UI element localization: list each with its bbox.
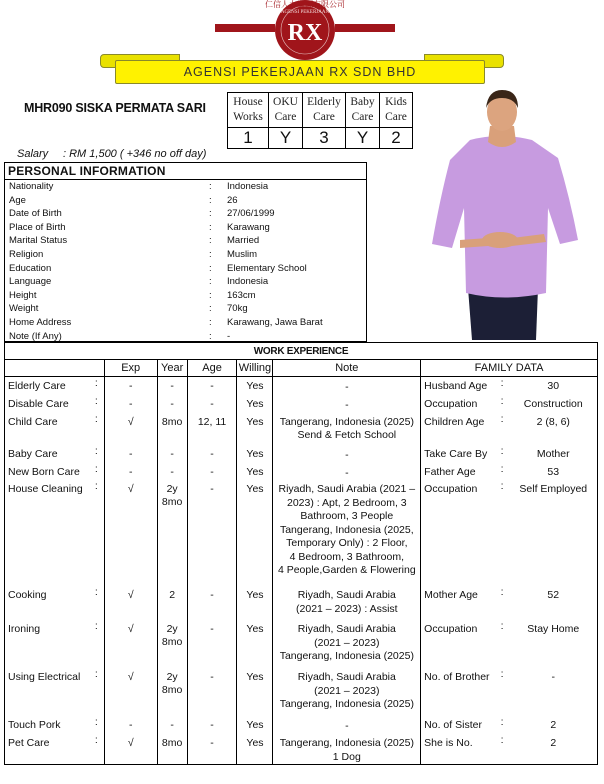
- work-experience-row: [5, 620, 598, 668]
- skills-summary-table: [227, 92, 413, 149]
- work-experience-row: [5, 377, 598, 395]
- personal-info-row: [5, 289, 366, 303]
- work-experience-row: [5, 445, 598, 463]
- personal-info-row: [5, 302, 366, 316]
- personal-info-label: Date of Birth: [9, 208, 62, 220]
- skill-year: -: [157, 395, 187, 413]
- personal-info-colon: :: [209, 235, 212, 247]
- skill-note: [273, 445, 421, 463]
- personal-info-row: [5, 262, 366, 276]
- logo-bar-right: [335, 24, 395, 32]
- note-line: (2021 – 2023): [314, 636, 380, 649]
- personal-info-value: Married: [227, 235, 260, 247]
- note-line: (2021 – 2023) : Assist: [296, 602, 398, 615]
- note-line: 4 People,Garden & Flowering: [277, 564, 416, 576]
- skill-age: -: [187, 395, 237, 413]
- personal-info-row: [5, 207, 366, 221]
- skill-note: [273, 668, 421, 716]
- skill-label: Elderly Care :: [5, 377, 105, 395]
- col-header-age: Age: [187, 360, 237, 377]
- family-label: Occupation :: [421, 395, 510, 413]
- work-experience-row: [5, 395, 598, 413]
- skill-note: [273, 716, 421, 734]
- personal-info-colon: :: [209, 208, 212, 220]
- work-experience-row: [5, 413, 598, 445]
- skill-note: [273, 463, 421, 481]
- skill-exp: √: [104, 413, 157, 445]
- skill-note: [273, 620, 421, 668]
- skill-label: Cooking :: [5, 586, 105, 620]
- personal-info-label: Marital Status: [9, 235, 68, 247]
- logo-ring-text: AGENSI PEKERJAAN: [280, 10, 330, 15]
- personal-info-colon: :: [209, 316, 212, 328]
- personal-info-value: 26: [227, 194, 238, 206]
- skill-note: [273, 586, 421, 620]
- skill-exp: √: [104, 620, 157, 668]
- personal-information-panel: [4, 162, 367, 342]
- skill-year: -: [157, 377, 187, 395]
- skill-label: Disable Care :: [5, 395, 105, 413]
- skill-label: Pet Care :: [5, 734, 105, 765]
- skill-willing: Yes: [237, 463, 273, 481]
- family-value: Construction: [510, 395, 598, 413]
- personal-info-label: Weight: [9, 303, 39, 315]
- personal-info-colon: :: [209, 221, 212, 233]
- work-experience-row: [5, 734, 598, 765]
- family-value: 52: [510, 586, 598, 620]
- salary-label: Salary: [17, 148, 49, 160]
- skill-age: -: [187, 377, 237, 395]
- year-part: 2y: [166, 483, 178, 495]
- work-experience-table: [4, 342, 598, 765]
- personal-info-colon: :: [209, 289, 212, 301]
- family-label: No. of Brother :: [421, 668, 510, 716]
- logo-emblem: [0, 0, 604, 60]
- personal-information-rows: [5, 180, 366, 343]
- skill-exp: √: [104, 734, 157, 765]
- work-experience-row: [5, 586, 598, 620]
- candidate-title: MHR090 SISKA PERMATA SARI: [24, 101, 206, 115]
- skill-value-house-works: 1: [228, 128, 269, 149]
- skill-note: [273, 480, 421, 586]
- note-line: Temporary Only) : 2 Floor,: [286, 537, 408, 549]
- personal-info-row: [5, 221, 366, 235]
- skill-value-elderly-care: 3: [303, 128, 346, 149]
- skill-willing: Yes: [237, 445, 273, 463]
- note-line: Tangerang, Indonesia (2025): [279, 698, 414, 710]
- family-value: 2: [510, 716, 598, 734]
- col-header-willing: Willing: [237, 360, 273, 377]
- note-line: Tangerang, Indonesia (2025,: [279, 523, 414, 536]
- skill-willing: Yes: [237, 620, 273, 668]
- skill-willing: Yes: [237, 716, 273, 734]
- work-experience-row: [5, 716, 598, 734]
- personal-info-row: [5, 180, 366, 194]
- family-value: Stay Home: [510, 620, 598, 668]
- skill-year: 8mo: [157, 734, 187, 765]
- logo-monogram: RX: [287, 20, 323, 46]
- personal-info-colon: :: [209, 194, 212, 206]
- family-value: 2: [510, 734, 598, 765]
- family-value: 2 (8, 6): [510, 413, 598, 445]
- note-line: Riyadh, Saudi Arabia: [297, 671, 396, 683]
- skill-willing: Yes: [237, 668, 273, 716]
- candidate-photo: [420, 88, 600, 340]
- family-label: Husband Age :: [421, 377, 510, 395]
- note-line: Riyadh, Saudi Arabia (2021 –: [278, 483, 416, 495]
- skill-age: -: [187, 734, 237, 765]
- skill-header-baby-care: Baby Care: [346, 93, 380, 128]
- note-line: 4 Bedroom, 3 Bathroom,: [289, 550, 405, 563]
- company-name-banner: [115, 60, 485, 84]
- skill-willing: Yes: [237, 413, 273, 445]
- skill-age: -: [187, 480, 237, 586]
- skill-label: Touch Pork :: [5, 716, 105, 734]
- skill-exp: -: [104, 463, 157, 481]
- salary-value: : RM 1,500 ( +346 no off day): [63, 148, 207, 160]
- skill-year: 2: [157, 586, 187, 620]
- skill-value-baby-care: Y: [346, 128, 380, 149]
- personal-info-value: Indonesia: [227, 276, 269, 288]
- skill-label: New Born Care :: [5, 463, 105, 481]
- skill-label: Using Electrical :: [5, 668, 105, 716]
- skill-willing: Yes: [237, 395, 273, 413]
- family-value: Mother: [510, 445, 598, 463]
- col-header-year: Year: [157, 360, 187, 377]
- personal-info-row: [5, 194, 366, 208]
- col-header-family-data: FAMILY DATA: [421, 360, 598, 377]
- skill-year: -: [157, 463, 187, 481]
- skills-value-row: [228, 128, 413, 149]
- agency-logo: [0, 0, 604, 90]
- family-label: Mother Age :: [421, 586, 510, 620]
- family-label: Take Care By :: [421, 445, 510, 463]
- family-label: Occupation :: [421, 620, 510, 668]
- skill-age: -: [187, 668, 237, 716]
- skill-willing: Yes: [237, 586, 273, 620]
- work-experience-body: [5, 377, 598, 765]
- skill-value-oku-care: Y: [269, 128, 303, 149]
- skill-note: [273, 377, 421, 395]
- skill-year: -: [157, 716, 187, 734]
- personal-info-value: 70kg: [227, 303, 248, 315]
- note-line: Riyadh, Saudi Arabia: [297, 589, 396, 601]
- personal-info-row: [5, 248, 366, 262]
- personal-info-colon: :: [209, 330, 212, 342]
- logo-chinese-text: 仁信人力資源有限公司: [265, 0, 345, 9]
- skill-willing: Yes: [237, 377, 273, 395]
- note-line: Tangerang, Indonesia (2025): [279, 737, 414, 749]
- note-line: Tangerang, Indonesia (2025): [279, 415, 414, 428]
- family-label: Children Age :: [421, 413, 510, 445]
- personal-info-value: Karawang, Jawa Barat: [227, 316, 323, 328]
- note-line: -: [345, 448, 349, 461]
- personal-info-label: Language: [9, 276, 52, 288]
- skills-header-row: [228, 93, 413, 128]
- company-name: AGENSI PEKERJAAN RX SDN BHD: [183, 65, 417, 79]
- skill-note: [273, 395, 421, 413]
- skill-label: Ironing :: [5, 620, 105, 668]
- personal-info-colon: :: [209, 262, 212, 274]
- personal-info-label: Note (If Any): [9, 330, 62, 342]
- skill-age: 12, 11: [187, 413, 237, 445]
- skill-age: -: [187, 620, 237, 668]
- personal-info-value: 27/06/1999: [227, 208, 275, 220]
- personal-info-label: Home Address: [9, 316, 72, 328]
- work-experience-title: WORK EXPERIENCE: [5, 343, 598, 360]
- skill-label: Child Care :: [5, 413, 105, 445]
- year-part: 8mo: [161, 496, 183, 508]
- skill-exp: √: [104, 586, 157, 620]
- skill-header-elderly-care: Elderly Care: [303, 93, 346, 128]
- skill-value-kids-care: 2: [380, 128, 413, 149]
- year-part: 8mo: [161, 684, 183, 696]
- work-experience-row: [5, 463, 598, 481]
- year-part: 2y: [166, 671, 178, 683]
- skill-year: [157, 668, 187, 716]
- skill-year: 8mo: [157, 413, 187, 445]
- work-experience-row: [5, 668, 598, 716]
- skill-exp: √: [104, 668, 157, 716]
- work-experience-header-row: [5, 360, 598, 377]
- skill-note: [273, 734, 421, 765]
- personal-info-colon: :: [209, 248, 212, 260]
- skill-age: -: [187, 445, 237, 463]
- skill-willing: Yes: [237, 734, 273, 765]
- personal-information-title: PERSONAL INFORMATION: [5, 163, 366, 180]
- personal-info-label: Age: [9, 194, 26, 206]
- personal-info-value: Karawang: [227, 221, 270, 233]
- note-line: 1 Dog: [332, 750, 361, 763]
- work-experience-row: [5, 480, 598, 586]
- personal-info-row: [5, 316, 366, 330]
- skill-exp: √: [104, 480, 157, 586]
- personal-info-value: Indonesia: [227, 181, 269, 192]
- personal-info-value: -: [227, 330, 231, 342]
- year-part: 8mo: [161, 636, 183, 648]
- note-line: -: [345, 720, 349, 732]
- skill-exp: -: [104, 445, 157, 463]
- col-header-note: Note: [273, 360, 421, 377]
- note-line: -: [345, 381, 349, 393]
- note-line: Riyadh, Saudi Arabia: [297, 623, 396, 635]
- skill-exp: -: [104, 395, 157, 413]
- note-line: Bathroom, 3 People: [300, 510, 394, 522]
- family-label: No. of Sister :: [421, 716, 510, 734]
- personal-info-colon: :: [209, 303, 212, 315]
- personal-info-value: 163cm: [227, 289, 256, 301]
- personal-info-value: Elementary School: [227, 262, 307, 274]
- skill-year: [157, 480, 187, 586]
- note-line: -: [345, 466, 349, 479]
- skill-age: -: [187, 463, 237, 481]
- personal-info-colon: :: [209, 181, 212, 192]
- note-line: Tangerang, Indonesia (2025): [279, 650, 414, 662]
- skill-note: [273, 413, 421, 445]
- personal-info-colon: :: [209, 276, 212, 288]
- col-header-blank: [5, 360, 105, 377]
- year-part: 2y: [166, 623, 178, 635]
- family-label: Occupation :: [421, 480, 510, 586]
- skill-header-kids-care: Kids Care: [380, 93, 413, 128]
- family-value: -: [510, 668, 598, 716]
- col-header-exp: Exp: [104, 360, 157, 377]
- personal-info-row: [5, 275, 366, 289]
- skill-header-house-works: House Works: [228, 93, 269, 128]
- note-line: -: [345, 398, 349, 411]
- salary-line: [17, 148, 206, 160]
- skill-exp: -: [104, 716, 157, 734]
- personal-info-label: Height: [9, 289, 37, 301]
- logo-bar-left: [215, 24, 275, 32]
- family-label: Father Age :: [421, 463, 510, 481]
- personal-info-row: [5, 234, 366, 248]
- family-value: 30: [510, 377, 598, 395]
- personal-info-label: Place of Birth: [9, 221, 66, 233]
- skill-header-oku-care: OKU Care: [269, 93, 303, 128]
- skill-label: Baby Care :: [5, 445, 105, 463]
- personal-info-label: Religion: [9, 248, 44, 260]
- skill-age: -: [187, 716, 237, 734]
- skill-age: -: [187, 586, 237, 620]
- skill-label: House Cleaning :: [5, 480, 105, 586]
- note-line: (2021 – 2023): [314, 684, 380, 697]
- family-value: 53: [510, 463, 598, 481]
- skill-year: [157, 620, 187, 668]
- family-label: She is No. :: [421, 734, 510, 765]
- work-experience-title-row: [5, 343, 598, 360]
- personal-info-label: Education: [9, 262, 52, 274]
- personal-info-value: Muslim: [227, 248, 258, 260]
- personal-info-label: Nationality: [9, 181, 54, 192]
- note-line: Send & Fetch School: [297, 429, 397, 441]
- skill-willing: Yes: [237, 480, 273, 586]
- note-line: 2023) : Apt, 2 Bedroom, 3: [286, 496, 407, 509]
- skill-exp: -: [104, 377, 157, 395]
- family-value: Self Employed: [510, 480, 598, 586]
- skill-year: -: [157, 445, 187, 463]
